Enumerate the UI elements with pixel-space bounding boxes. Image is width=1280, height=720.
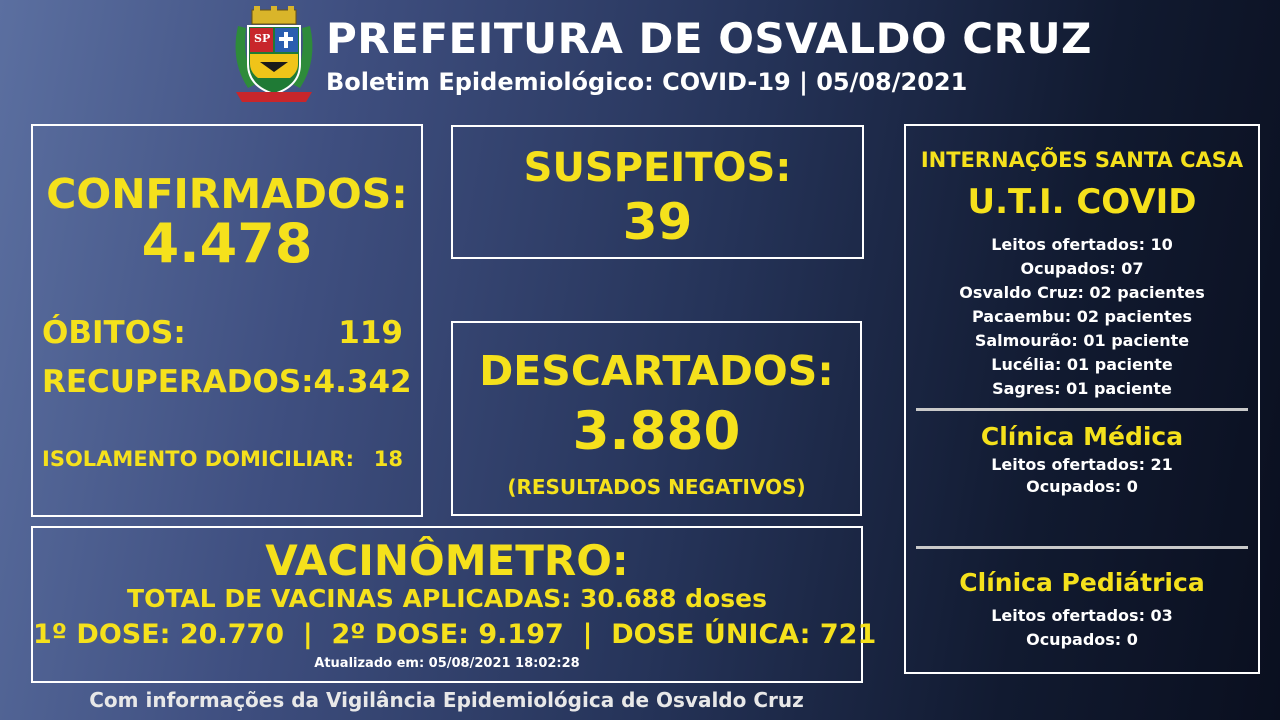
uti-line: Lucélia: 01 paciente bbox=[991, 355, 1173, 374]
clinica-medica-line: Ocupados: 0 bbox=[1026, 477, 1138, 496]
deaths-label: ÓBITOS: bbox=[42, 315, 186, 351]
logo-initials: SP bbox=[254, 32, 271, 45]
uti-title: U.T.I. COVID bbox=[967, 182, 1197, 222]
deaths-value: 119 bbox=[338, 315, 403, 351]
uti-line: Sagres: 01 paciente bbox=[992, 379, 1172, 398]
uti-line: Osvaldo Cruz: 02 pacientes bbox=[959, 283, 1205, 302]
uti-details bbox=[906, 233, 1258, 401]
discarded-label: DESCARTADOS: bbox=[479, 347, 834, 395]
source-footer: Com informações da Vigilância Epidemiológica de Osvaldo Cruz bbox=[89, 688, 804, 712]
discarded-value: 3.880 bbox=[572, 401, 741, 462]
confirmed-panel bbox=[31, 124, 423, 517]
page-title: PREFEITURA DE OSVALDO CRUZ bbox=[326, 14, 1093, 63]
discarded-note: (RESULTADOS NEGATIVOS) bbox=[507, 475, 806, 499]
uti-line: Salmourão: 01 paciente bbox=[974, 331, 1190, 350]
isolation-value: 18 bbox=[373, 447, 403, 471]
uti-line: Leitos ofertados: 10 bbox=[991, 235, 1173, 254]
suspects-panel bbox=[451, 125, 864, 259]
vaccine-updated-timestamp: Atualizado em: 05/08/2021 18:02:28 bbox=[314, 656, 580, 671]
clinica-pediatrica-title: Clínica Pediátrica bbox=[959, 568, 1205, 597]
clinica-medica-details bbox=[906, 454, 1258, 498]
clinica-pediatrica-line: Ocupados: 0 bbox=[1026, 630, 1138, 649]
recovered-value: 4.342 bbox=[313, 364, 412, 400]
discarded-panel bbox=[451, 321, 862, 516]
clinica-medica-line: Leitos ofertados: 21 bbox=[991, 455, 1173, 474]
suspects-value: 39 bbox=[622, 193, 693, 251]
vaccine-doses: 1º DOSE: 20.770 | 2º DOSE: 9.197 | DOSE ÚNICA: 721 bbox=[33, 619, 877, 650]
city-coat-of-arms-logo bbox=[230, 6, 318, 106]
recovered-label: RECUPERADOS: bbox=[42, 364, 314, 400]
divider bbox=[916, 408, 1248, 411]
uti-line: Ocupados: 07 bbox=[1020, 259, 1144, 278]
hospital-panel bbox=[904, 124, 1260, 674]
confirmed-value: 4.478 bbox=[141, 212, 313, 275]
divider bbox=[916, 546, 1248, 549]
clinica-pediatrica-line: Leitos ofertados: 03 bbox=[991, 606, 1173, 625]
clinica-medica-title: Clínica Médica bbox=[980, 422, 1184, 451]
hospital-title: INTERNAÇÕES SANTA CASA bbox=[920, 148, 1244, 172]
clinica-pediatrica-details bbox=[906, 604, 1258, 652]
confirmed-label: CONFIRMADOS: bbox=[46, 170, 408, 218]
suspects-label: SUSPEITOS: bbox=[523, 145, 792, 191]
page-subtitle: Boletim Epidemiológico: COVID-19 | 05/08/2021 bbox=[326, 68, 968, 96]
vaccine-title: VACINÔMETRO: bbox=[265, 536, 629, 585]
vaccine-total: TOTAL DE VACINAS APLICADAS: 30.688 doses bbox=[127, 584, 767, 613]
vaccine-panel bbox=[31, 526, 877, 683]
recovered-row bbox=[42, 364, 412, 400]
deaths-row bbox=[42, 315, 403, 351]
isolation-row bbox=[42, 447, 403, 471]
uti-line: Pacaembu: 02 pacientes bbox=[971, 307, 1193, 326]
isolation-label: ISOLAMENTO DOMICILIAR: bbox=[42, 447, 354, 471]
